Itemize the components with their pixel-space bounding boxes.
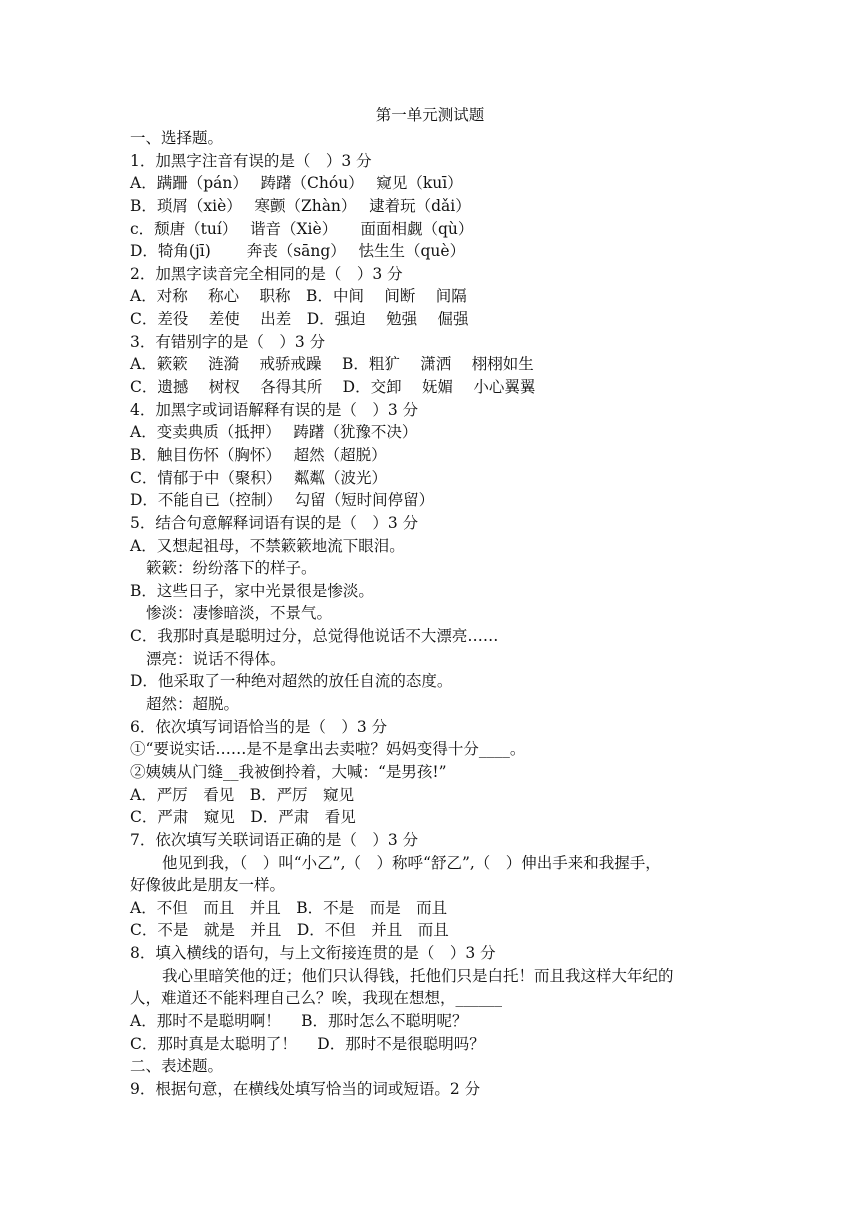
text-line: A．不但 而且 并且 B．不是 而是 而且: [130, 898, 448, 917]
text-line: C．严肃 窥见 D．严肃 看见: [130, 808, 356, 827]
text-line: 我心里暗笑他的迂；他们只认得钱，托他们只是白托！而且我这样大年纪的: [162, 966, 674, 985]
text-line: 二、表述题。: [130, 1057, 224, 1076]
text-line: 他见到我，（ ）叫“小乙”,（ ）称呼“舒乙”,（ ）伸出手来和我握手，: [162, 853, 661, 872]
question-list: [130, 127, 740, 1101]
text-line: 1．加黑字注音有误的是（ ）3 分: [130, 151, 372, 170]
text-line: B．触目伤怀（胸怀） 超然（超脱）: [130, 445, 387, 464]
text-line: 2．加黑字读音完全相同的是（ ）3 分: [130, 264, 403, 283]
text-line: A．簌簌 涟漪 戒骄戒躁 B．粗犷 潇洒 栩栩如生: [130, 355, 534, 374]
text-line: A．那时不是聪明啊！ B．那时怎么不聪明呢？: [130, 1011, 468, 1030]
text-line: 惨淡：凄惨暗淡，不景气。: [146, 604, 333, 623]
text-line: 7．依次填写关联词语正确的是（ ）3 分: [130, 830, 419, 849]
text-line: 5．结合句意解释词语有误的是（ ）3 分: [130, 513, 419, 532]
text-line: 好像彼此是朋友一样。: [130, 876, 286, 895]
text-line: 簌簌：纷纷落下的样子。: [146, 559, 317, 578]
text-line: 漂亮：说话不得体。: [146, 649, 286, 668]
text-line: B．琐屑（xiè） 寒颤（Zhàn） 逮着玩（dǎi）: [130, 196, 471, 215]
text-line: A．对称 称心 职称 B．中间 间断 间隔: [130, 287, 467, 306]
page-title: 第一单元测试题: [375, 106, 485, 124]
text-line: 3．有错别字的是（ ）3 分: [130, 332, 326, 351]
text-line: A．变卖典质（抵押） 踌躇（犹豫不决）: [130, 423, 418, 442]
text-line: 一、选择题。: [130, 129, 224, 147]
text-line: C．那时真是太聪明了！ D．那时不是很聪明吗？: [130, 1034, 485, 1053]
text-line: A．严厉 看见 B．严厉 窥见: [130, 785, 355, 804]
text-line: C．遗撼 树杈 各得其所 D．交卸 妩媚 小心翼翼: [130, 378, 536, 397]
text-line: D．他采取了一种绝对超然的放任自流的态度。: [130, 672, 453, 691]
text-line: 4．加黑字或词语解释有误的是（ ）3 分: [130, 400, 419, 419]
text-line: ①“要说实话……是不是拿出去卖啦？妈妈变得十分____。: [130, 740, 526, 759]
text-line: 6．依次填写词语恰当的是（ ）3 分: [130, 717, 388, 736]
text-line: C．我那时真是聪明过分，总觉得他说话不大漂亮……: [130, 627, 499, 646]
text-line: C．不是 就是 并且 D．不但 并且 而且: [130, 921, 449, 940]
text-line: D．犄角(jī) 奔丧（sāng） 怯生生（què）: [130, 242, 466, 261]
text-line: 9．根据句意，在横线处填写恰当的词或短语。2 分: [130, 1079, 481, 1098]
text-line: 超然：超脱。: [146, 695, 240, 714]
text-line: C．差役 差使 出差 D．强迫 勉强 倔强: [130, 310, 469, 329]
text-line: 人，难道还不能料理自己么？唉，我现在想想，______: [130, 989, 503, 1008]
text-line: A．又想起祖母，不禁簌簌地流下眼泪。: [130, 536, 405, 555]
text-line: 8．填入横线的语句，与上文衔接连贯的是（ ）3 分: [130, 944, 496, 963]
text-line: A．蹒跚（pán） 踌躇（Chóu） 窥见（kuī）: [130, 174, 463, 193]
text-line: B．这些日子，家中光景很是惨淡。: [130, 581, 374, 600]
text-line: D．不能自已（控制） 勾留（短时间停留）: [130, 491, 435, 510]
text-line: C．情郁于中（聚积） 粼粼（波光）: [130, 468, 388, 487]
text-line: c．颓唐（tuí） 谐音（Xiè） 面面相觑（qù）: [130, 219, 474, 238]
text-line: ②姨姨从门缝__我被倒拎着，大喊：“是男孩!”: [130, 762, 447, 781]
